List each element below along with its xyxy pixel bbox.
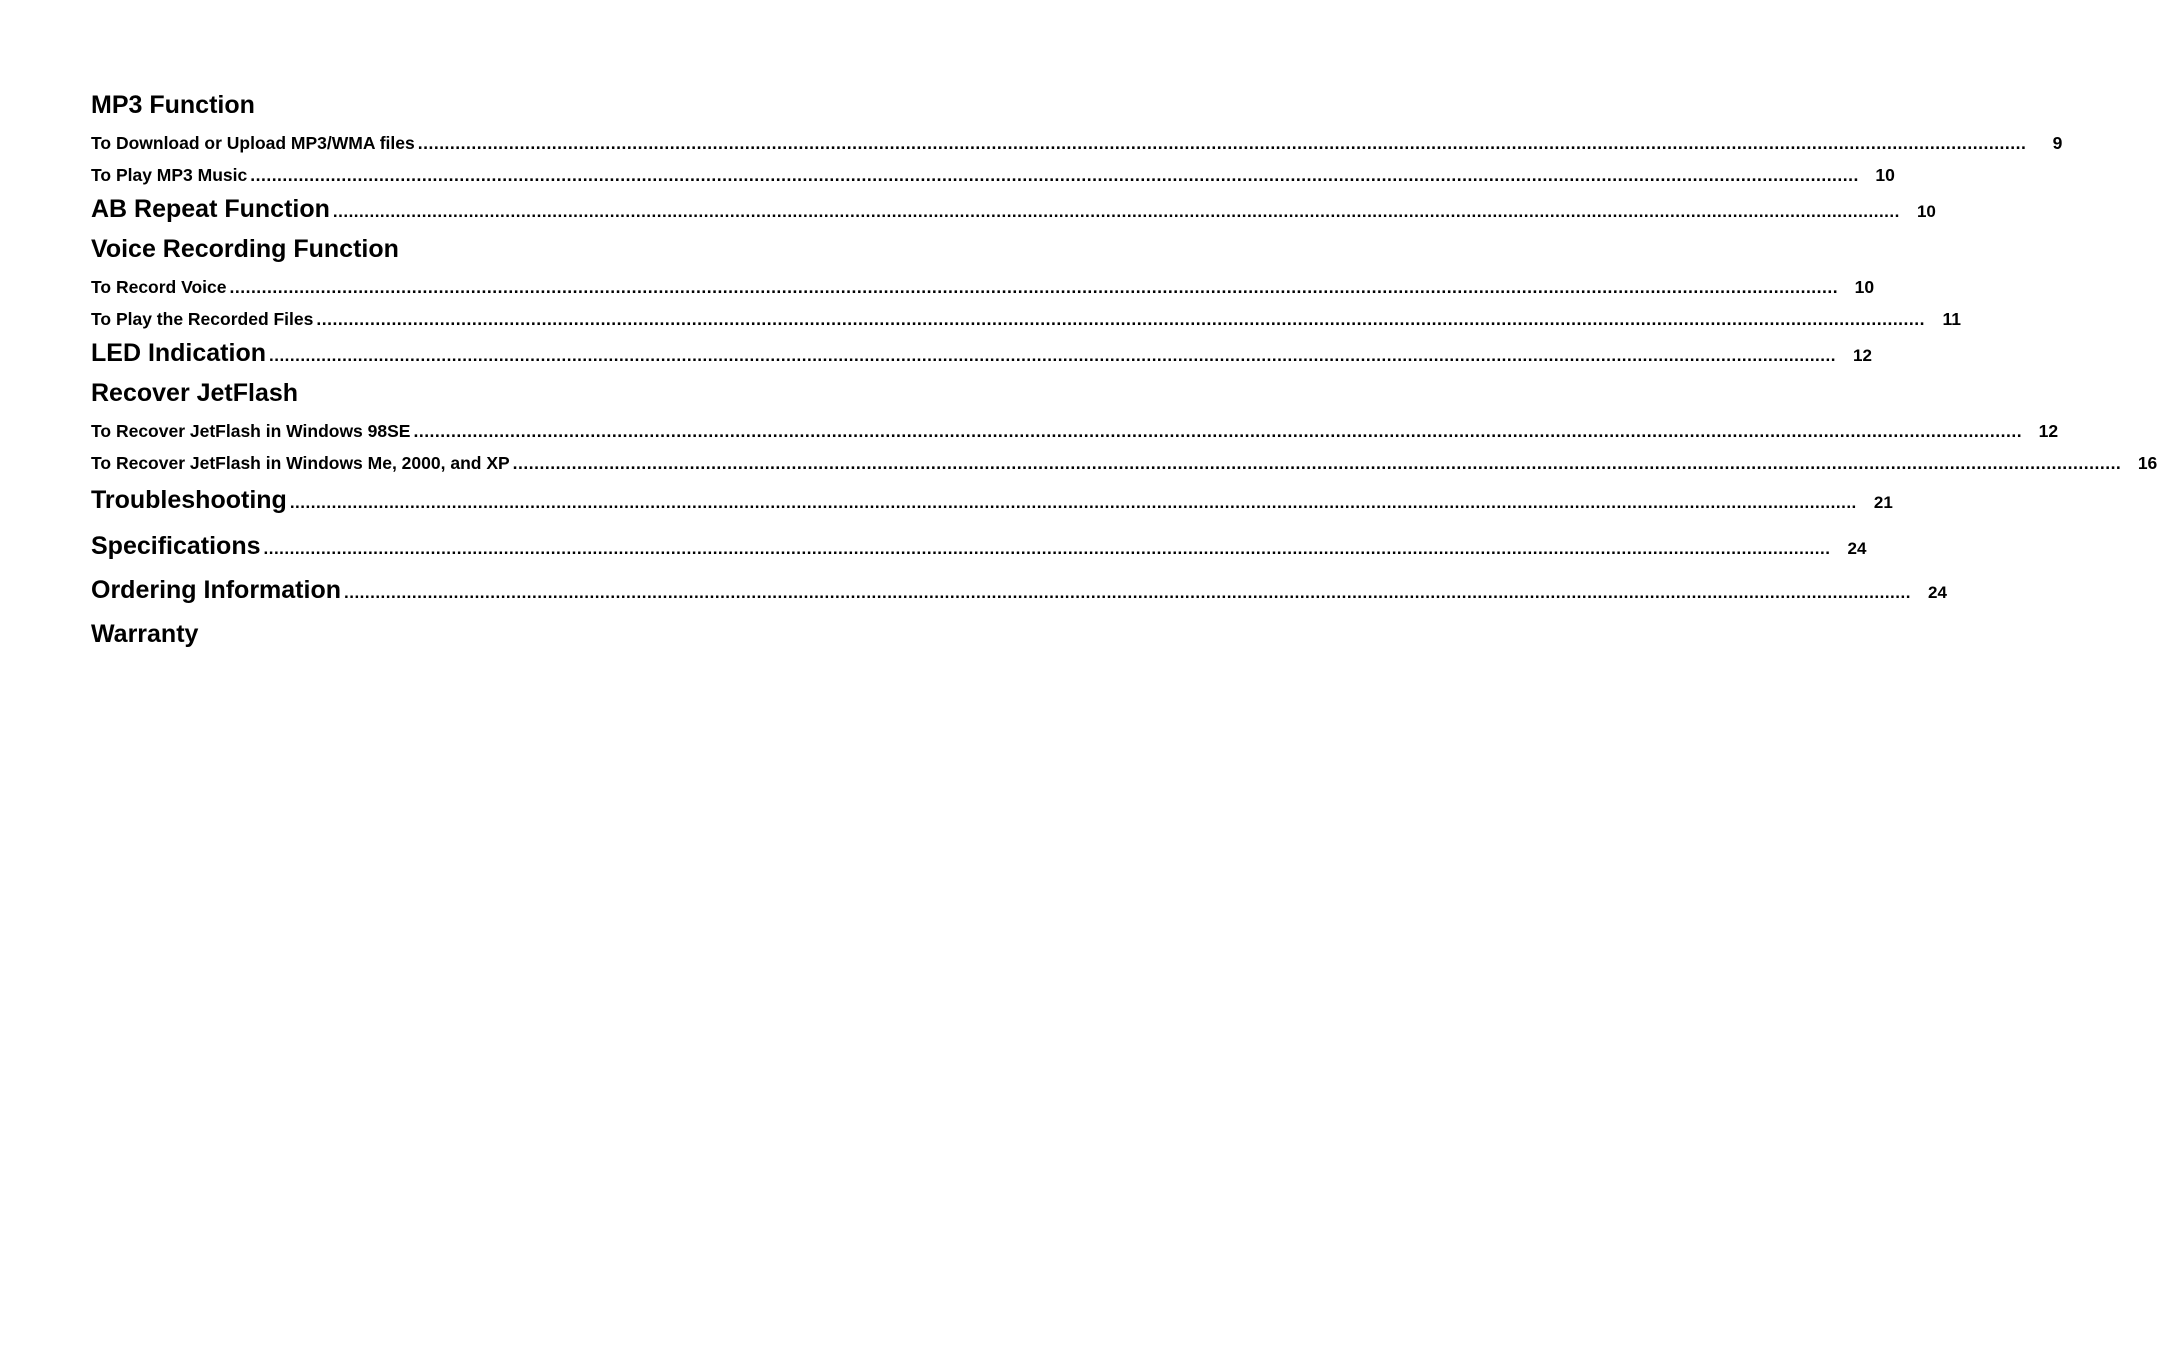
toc-entry-title: Ordering Information: [91, 576, 341, 604]
toc-entry-recover-98se[interactable]: [91, 416, 2059, 448]
toc-entry-mp3-function[interactable]: [91, 88, 866, 128]
toc-entry-page: 24: [1928, 583, 1947, 602]
toc-entry-page: 10: [1854, 277, 1875, 297]
dot-leader: ............................................................................................................................................................................................................................................................................................................: [413, 421, 2023, 441]
toc-entry-ordering-information[interactable]: [91, 568, 1947, 612]
toc-entry-play-mp3[interactable]: [91, 160, 1895, 192]
toc-entry-troubleshooting[interactable]: [91, 480, 1893, 524]
toc-entry-title: LED Indication: [91, 339, 266, 367]
toc-entry-page: 10: [1875, 165, 1895, 185]
dot-leader: ............................................................................................................................................................................................................................................................................................................: [417, 133, 2027, 153]
toc-entry-page: 16: [2137, 453, 2157, 473]
dot-leader: ............................................................................................................................................................................................................................................................................................................: [289, 493, 1857, 512]
toc-entry-page: 12: [2038, 421, 2059, 441]
toc-entry-play-recorded[interactable]: [91, 304, 1961, 336]
dot-leader: ............................................................................................................................................................................................................................................................................................................: [512, 453, 2122, 473]
toc-entry-title: MP3 Function: [91, 91, 255, 119]
toc-entry-record-voice[interactable]: [91, 272, 1875, 304]
dot-leader: ............................................................................................................................................................................................................................................................................................................: [332, 202, 1900, 221]
table-of-contents: [91, 88, 2157, 656]
toc-entry-page: 21: [1873, 493, 1893, 512]
toc-entry-recover-jetflash[interactable]: [91, 376, 866, 416]
toc-entry-title: To Recover JetFlash in Windows Me, 2000, and XP: [91, 453, 510, 473]
dot-leader: ............................................................................................................................................................................................................................................................................................................: [263, 539, 1831, 558]
dot-leader: ............................................................................................................................................................................................................................................................................................................: [344, 583, 1911, 602]
toc-entry-page: 9: [2052, 133, 2063, 153]
toc-entry-page: 10: [1916, 202, 1936, 221]
dot-leader: ............................................................................................................................................................................................................................................................................................................: [250, 165, 1859, 185]
toc-entry-title: Troubleshooting: [91, 486, 287, 514]
toc-entry-page: 11: [1942, 309, 1961, 329]
toc-entry-title: To Download or Upload MP3/WMA files: [91, 133, 415, 153]
toc-entry-title: Recover JetFlash: [91, 379, 299, 407]
toc-entry-title: Specifications: [91, 532, 261, 560]
dot-leader: ............................................................................................................................................................................................................................................................................................................: [316, 309, 1925, 329]
toc-entry-title: To Recover JetFlash in Windows 98SE: [91, 421, 411, 441]
toc-entry-title: To Play the Recorded Files: [91, 309, 314, 329]
toc-entry-title: To Record Voice: [91, 277, 227, 297]
toc-entry-download-upload[interactable]: [91, 128, 2063, 160]
toc-entry-recover-me-2000-xp[interactable]: [91, 448, 2157, 480]
toc-entry-page: 24: [1847, 539, 1867, 558]
toc-entry-page: 12: [1853, 346, 1872, 365]
dot-leader: ............................................................................................................................................................................................................................................................................................................: [229, 277, 1839, 297]
dot-leader: ............................................................................................................................................................................................................................................................................................................: [269, 346, 1836, 365]
toc-entry-warranty[interactable]: [91, 612, 866, 656]
toc-entry-title: To Play MP3 Music: [91, 165, 248, 185]
toc-entry-specifications[interactable]: [91, 524, 1867, 568]
toc-entry-ab-repeat[interactable]: [91, 192, 1936, 232]
toc-entry-voice-recording[interactable]: [91, 232, 866, 272]
toc-entry-title: Voice Recording Function: [91, 235, 399, 263]
toc-entry-title: AB Repeat Function: [91, 195, 330, 223]
toc-entry-led-indication[interactable]: [91, 336, 1872, 376]
toc-entry-title: Warranty: [91, 620, 199, 648]
